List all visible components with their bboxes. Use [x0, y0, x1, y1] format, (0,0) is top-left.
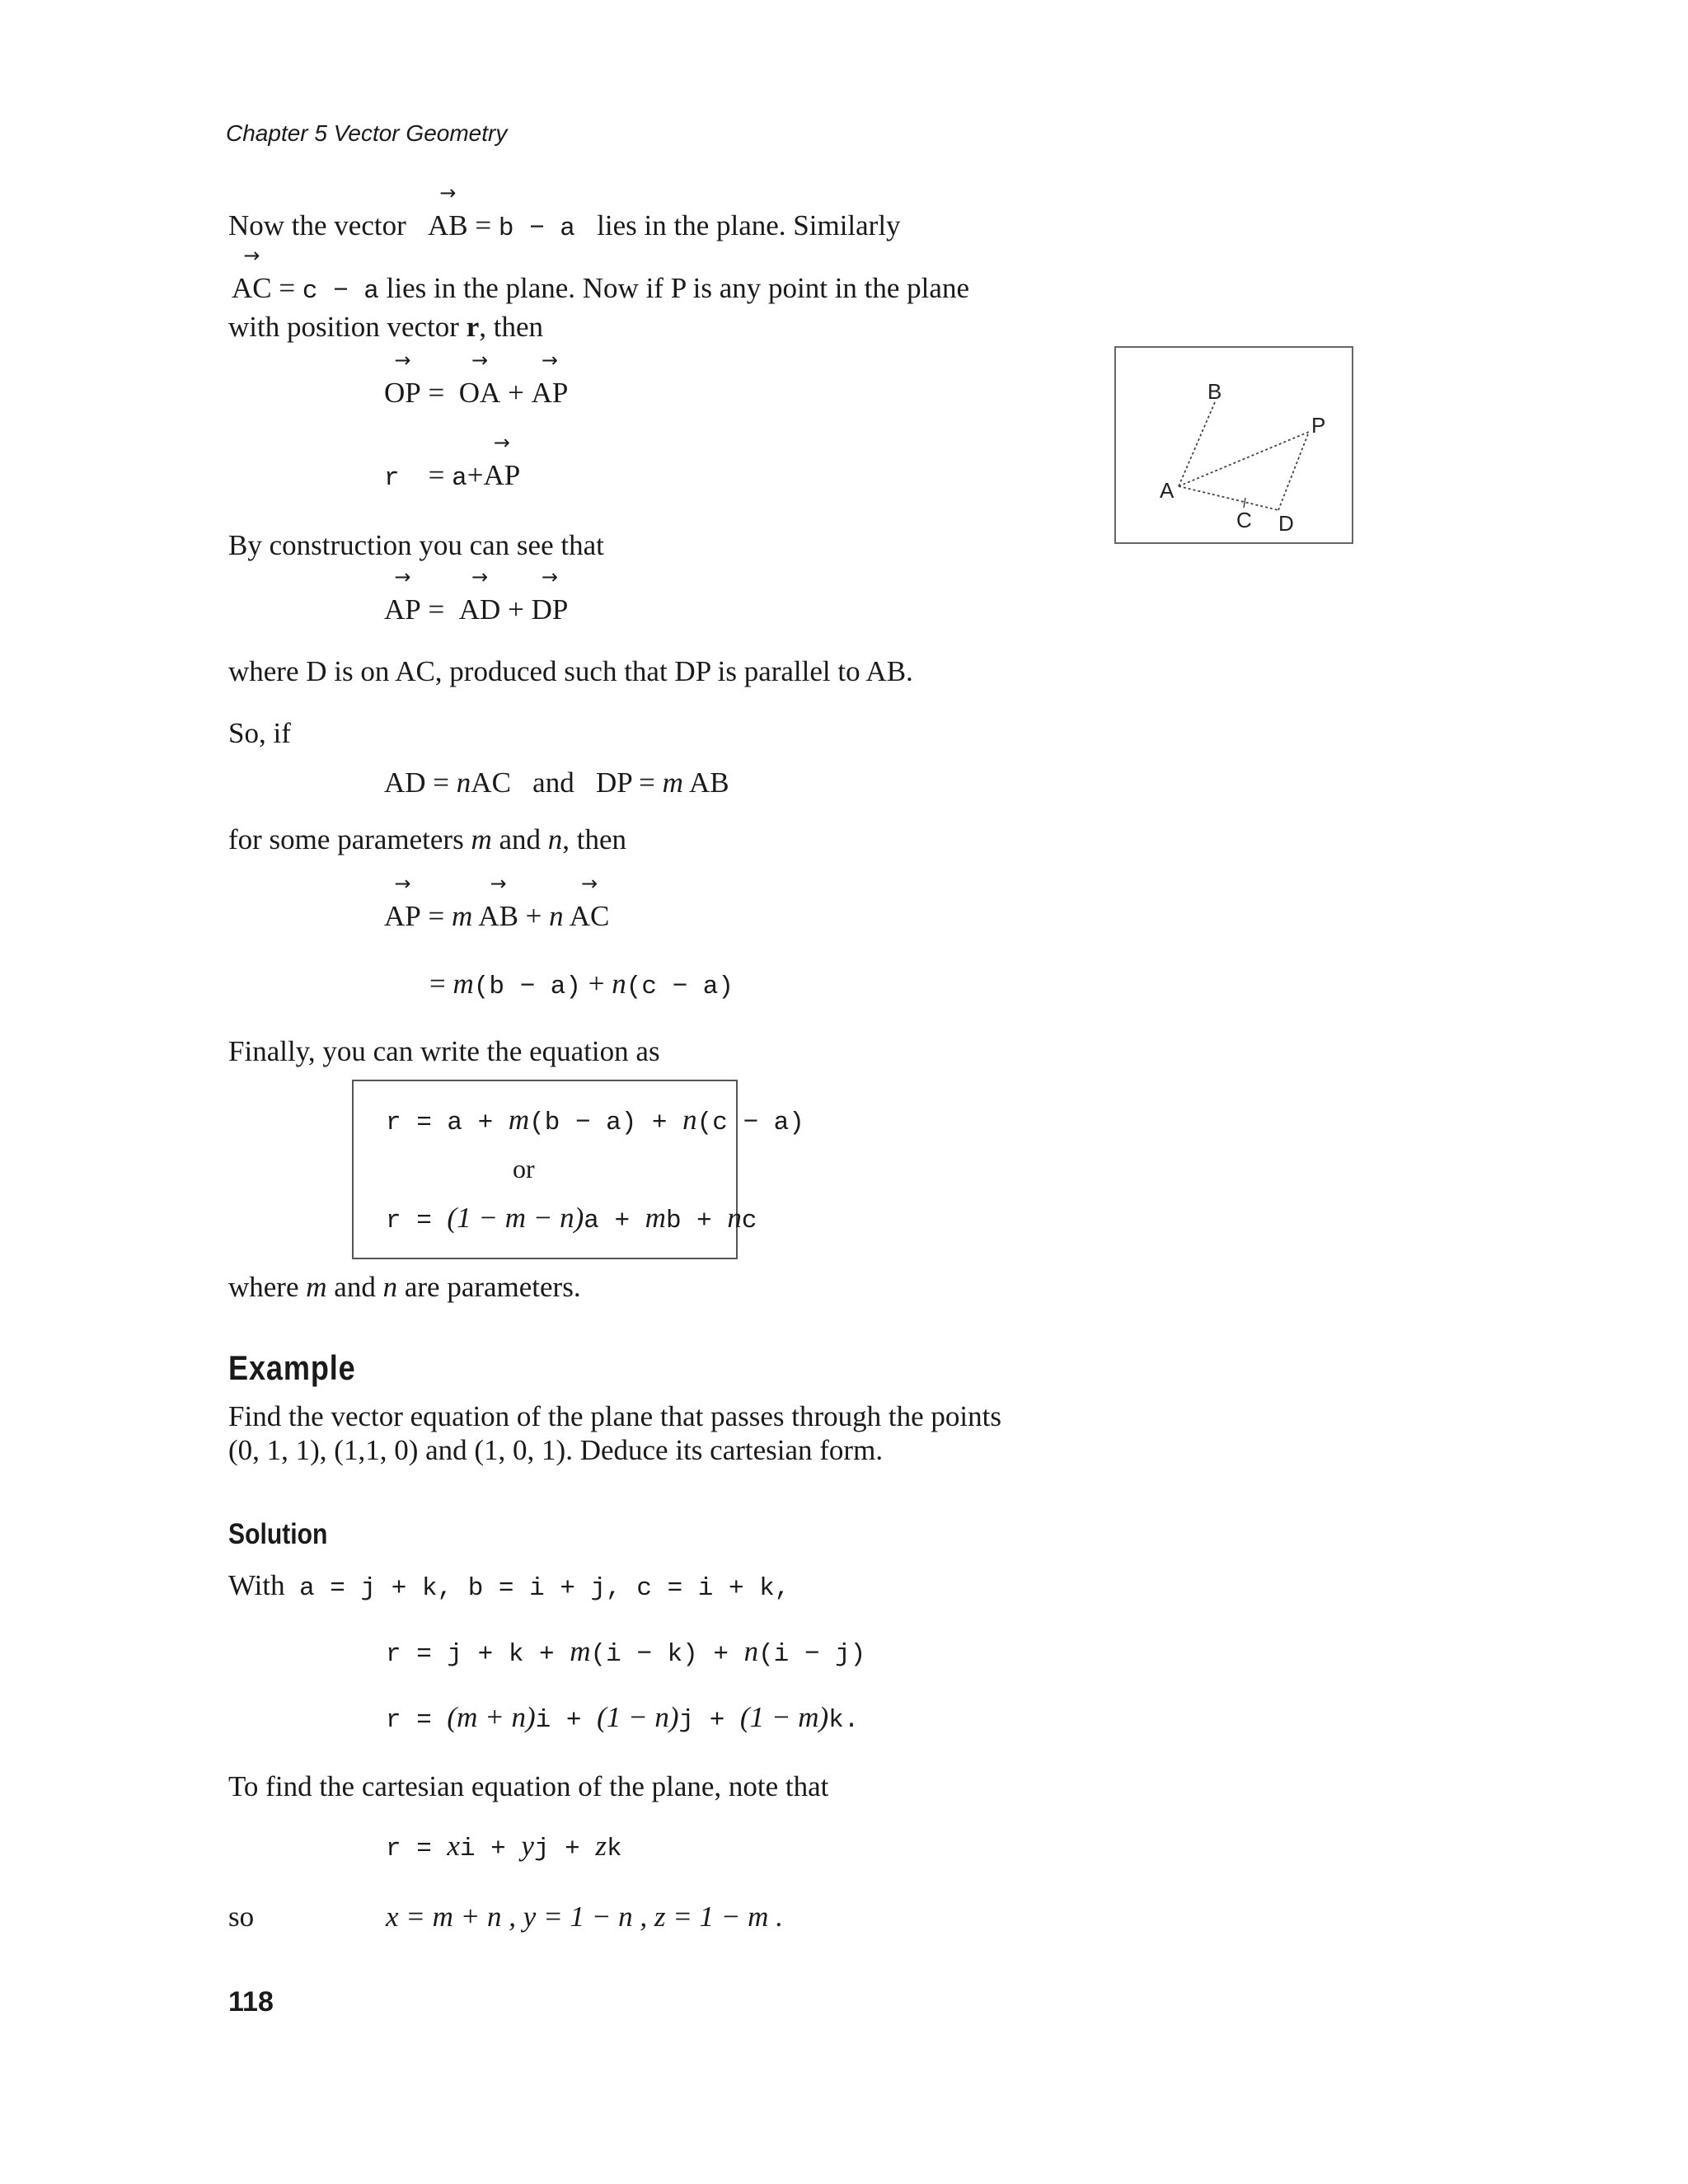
equation-ap-mab-nac	[384, 898, 609, 935]
paragraph-construction: By construction you can see that	[228, 529, 604, 561]
symbol-j: j +	[533, 1835, 596, 1863]
symbol-n: n	[549, 900, 564, 932]
paragraph-ac-vector	[232, 270, 969, 310]
solution-heading: Solution	[228, 1518, 328, 1550]
symbol-n: n	[743, 1635, 759, 1667]
vector-ad: → AD	[459, 592, 501, 628]
text-ad-equals: AD =	[384, 766, 457, 799]
symbol-z: z	[595, 1830, 607, 1862]
text-and: and	[499, 823, 542, 855]
symbol-m: m	[452, 968, 474, 1000]
label-b: B	[1207, 379, 1222, 404]
paragraph-so-if: So, if	[228, 717, 291, 749]
label-a: A	[1160, 478, 1175, 503]
example-heading: Example	[228, 1348, 356, 1387]
expr-i-minus-j: (i − j)	[758, 1640, 866, 1669]
example-line-1: Find the vector equation of the plane that passes through the points	[228, 1400, 1001, 1432]
symbol-i: i +	[459, 1835, 522, 1863]
paragraph-where-parameters	[228, 1269, 581, 1305]
symbol-m: m	[452, 900, 473, 932]
example-line-2: (0, 1, 1), (1,1, 0) and (1, 0, 1). Deduce its cartesian form.	[228, 1434, 884, 1466]
symbol-a: a +	[584, 1207, 645, 1235]
coef-m-plus-n: (m + n)	[447, 1701, 536, 1733]
coef-1-m-n: (1 − m − n)	[447, 1202, 584, 1234]
paragraph-parameters	[228, 822, 626, 858]
text-for-some-parameters: for some parameters	[228, 823, 464, 855]
symbol-x: x	[447, 1830, 460, 1862]
label-p: P	[1311, 413, 1326, 438]
line-ab	[1179, 402, 1215, 486]
text-with: With	[228, 1569, 285, 1601]
symbol-n: n	[612, 968, 626, 1000]
equals-sign: =	[428, 377, 445, 409]
equals-sign: =	[467, 209, 499, 241]
page-number: 118	[228, 1986, 274, 2018]
symbol-m: m	[645, 1202, 666, 1234]
expr-r-equals-a: r = a +	[386, 1108, 509, 1137]
paragraph-ab-vector	[228, 208, 901, 247]
diagram-plane-points	[1114, 346, 1353, 544]
symbol-a: a	[452, 464, 467, 493]
symbol-m: m	[570, 1635, 591, 1667]
cartesian-r-equation	[386, 1828, 622, 1868]
plus-sign: +	[508, 593, 524, 626]
paragraph-finally: Finally, you can write the equation as	[228, 1035, 660, 1067]
text-dp-equals: DP =	[595, 766, 663, 799]
equation-r-a-ap	[384, 457, 520, 497]
text-and: and	[532, 766, 574, 799]
text-with-position-vector: with position vector	[228, 311, 459, 343]
symbol-n: n	[382, 1271, 398, 1303]
equation-ad-dp-params	[384, 765, 729, 801]
symbol-y: y	[521, 1830, 534, 1862]
expr-b-minus-a: (b − a)	[473, 972, 582, 1001]
paragraph-position-vector	[228, 309, 543, 345]
symbol-m: m	[508, 1104, 530, 1136]
symbol-m: m	[662, 766, 683, 799]
solution-equation-1	[386, 1633, 865, 1673]
symbol-m: m	[306, 1271, 327, 1303]
paragraph-cartesian: To find the cartesian equation of the plane, note that	[228, 1770, 829, 1802]
text-now-the-vector: Now the vector	[228, 209, 406, 241]
equals-sign: =	[428, 459, 445, 491]
text-lies-in-plane: lies in the plane. Similarly	[597, 209, 901, 241]
box-or: or	[513, 1154, 535, 1183]
symbol-c: c	[741, 1207, 757, 1235]
symbol-m: m	[471, 823, 492, 855]
coef-1-minus-n: (1 − n)	[597, 1701, 679, 1733]
label-d: D	[1278, 511, 1294, 536]
plus-sign: +	[467, 459, 484, 491]
vector-ap: → AP	[384, 592, 421, 628]
expr-r-j-k: r = j + k +	[386, 1640, 570, 1669]
vector-ab: → AB	[428, 208, 468, 244]
vector-ac: → AC	[570, 898, 610, 935]
equals-sign: =	[428, 593, 445, 626]
parametric-equations: x = m + n , y = 1 − n , z = 1 − m .	[386, 1900, 783, 1933]
symbol-n: n	[682, 1104, 697, 1136]
vector-ap: → AP	[532, 375, 569, 411]
coef-1-minus-m: (1 − m)	[739, 1701, 829, 1733]
plus-sign: +	[508, 377, 524, 409]
vector-oa: → OA	[459, 375, 501, 411]
equals-sign: =	[271, 272, 302, 304]
line-dp	[1278, 432, 1309, 510]
label-c: C	[1236, 508, 1252, 532]
box-equation-line1	[386, 1102, 804, 1141]
text-then: , then	[479, 311, 544, 343]
symbol-n: n	[456, 766, 471, 799]
vector-dp: → DP	[532, 592, 569, 628]
text-are-parameters: are parameters.	[404, 1271, 581, 1303]
paragraph-d-on-ac: where D is on AC, produced such that DP is parallel to AB.	[228, 655, 913, 687]
equals-sign: =	[428, 900, 445, 932]
expr-r-equals: r =	[386, 1706, 448, 1735]
line-ad	[1179, 486, 1278, 510]
text-and: and	[334, 1271, 376, 1303]
symbol-n: n	[547, 823, 563, 855]
diagram-svg	[1116, 348, 1352, 542]
equation-ap-ad-dp	[384, 592, 568, 628]
symbol-r: r	[384, 464, 400, 493]
vector-ap: → AP	[384, 898, 421, 935]
text-ac: AC	[471, 766, 511, 799]
expr-i-minus-k: (i − k) +	[590, 1640, 744, 1669]
symbol-b: b +	[665, 1207, 728, 1235]
text-ab: AB	[688, 766, 729, 799]
equation-op	[384, 375, 568, 411]
symbol-i: i +	[535, 1706, 598, 1735]
symbol-j: j +	[678, 1706, 740, 1735]
vector-op: → OP	[384, 375, 421, 411]
tick-c	[1244, 498, 1245, 508]
equals-sign: =	[429, 968, 446, 1000]
solution-with-line	[228, 1568, 790, 1607]
expr-abc-definitions: a = j + k, b = i + j, c = i + k,	[299, 1574, 790, 1603]
text-where: where	[228, 1271, 299, 1303]
plus-sign: +	[525, 900, 542, 932]
vector-ap: → AP	[483, 457, 520, 494]
symbol-k: k	[606, 1835, 622, 1863]
bold-r: r	[466, 311, 480, 343]
box-equation-line2	[386, 1200, 757, 1240]
expr-r-equals: r =	[386, 1207, 448, 1235]
equation-expanded	[429, 966, 734, 1005]
plus-sign: +	[588, 968, 605, 1000]
vector-ab: → AB	[478, 898, 518, 935]
expr-r-equals: r =	[386, 1835, 448, 1863]
expr-c-minus-a: c − a	[302, 277, 379, 306]
text-then: , then	[562, 823, 627, 855]
running-header: Chapter 5 Vector Geometry	[226, 120, 508, 146]
expr-c-minus-a: (c − a)	[626, 972, 734, 1001]
symbol-n: n	[727, 1202, 742, 1234]
solution-equation-2	[386, 1699, 859, 1739]
text-lies-in-plane-2: lies in the plane. Now if P is any point in the plane	[386, 272, 969, 304]
expr-b-minus-a: b − a	[498, 214, 575, 243]
text-so: so	[228, 1900, 255, 1933]
expr-c-minus-a: (c − a)	[696, 1108, 804, 1137]
symbol-k: k.	[828, 1706, 860, 1735]
vector-ac: → AC	[232, 270, 272, 307]
expr-b-minus-a: (b − a) +	[529, 1108, 683, 1137]
